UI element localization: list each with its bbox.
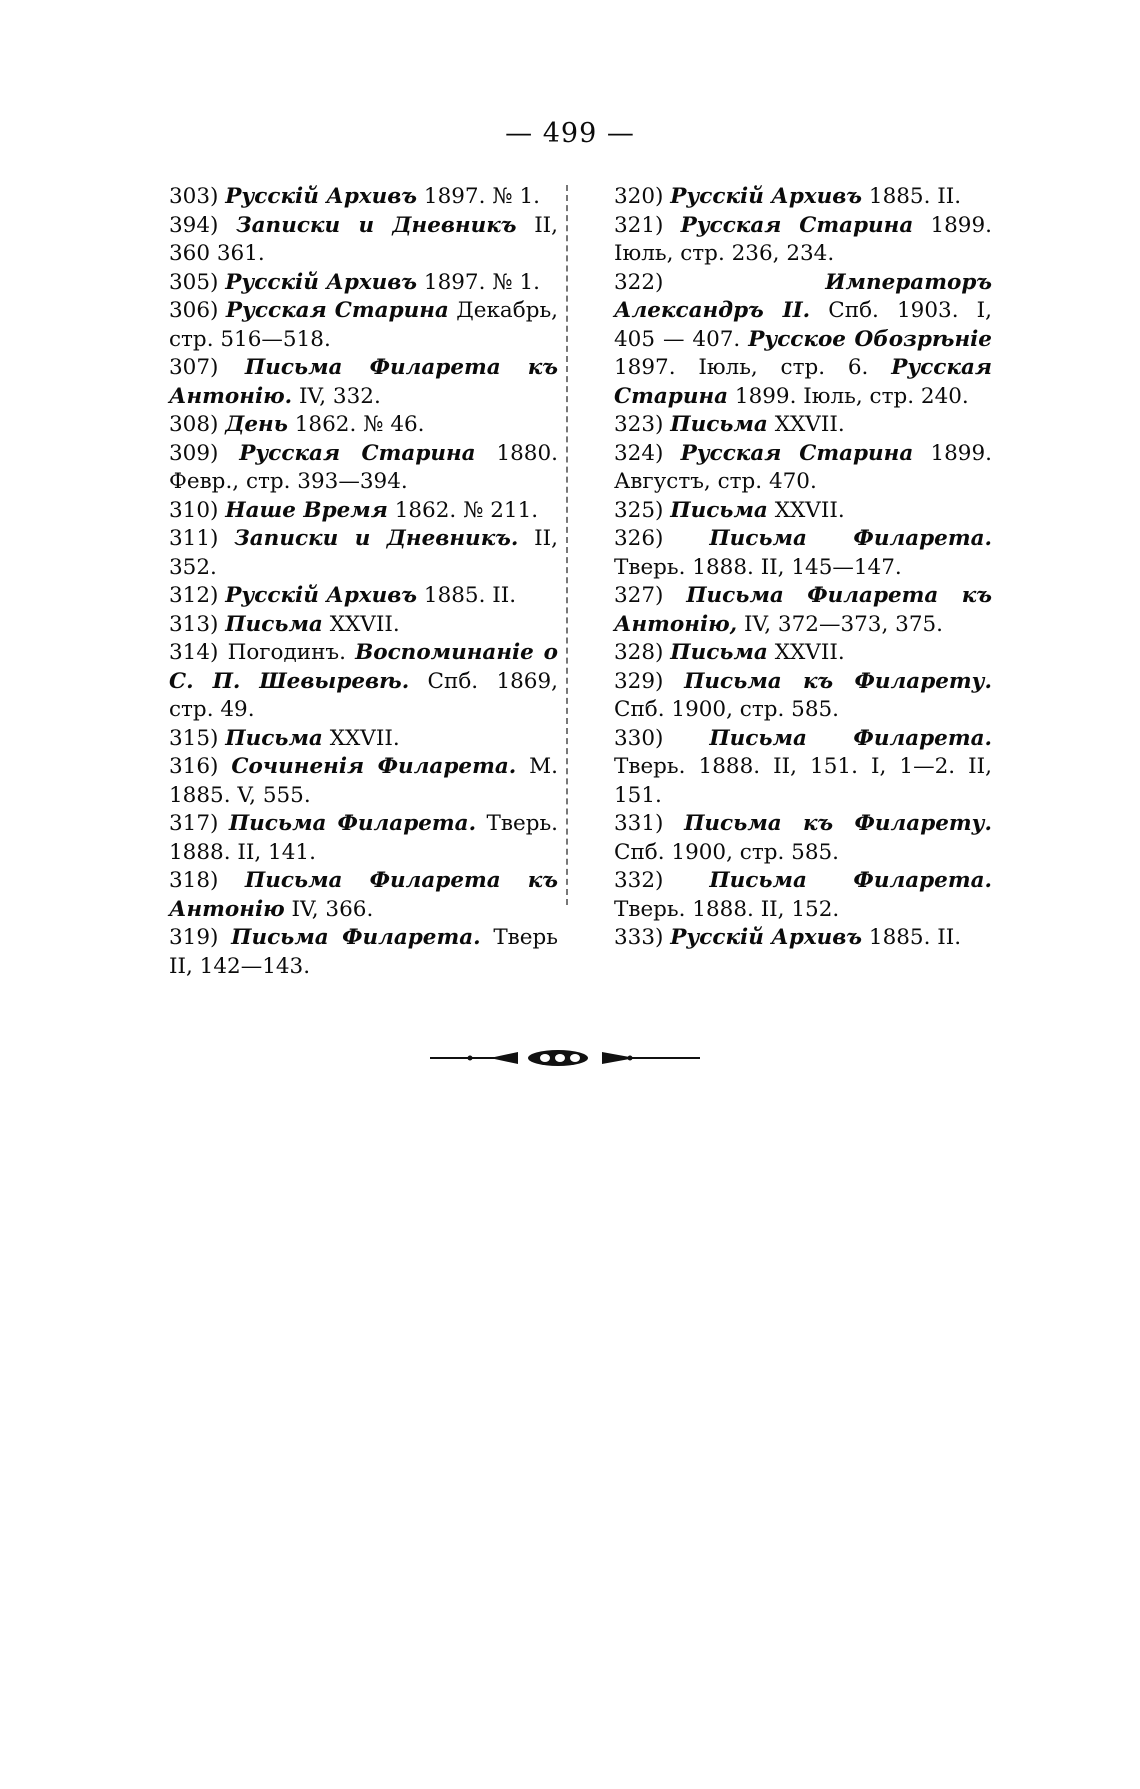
footnote bbox=[133, 183, 558, 212]
footnote bbox=[133, 611, 558, 640]
footnote bbox=[133, 440, 558, 497]
footnote bbox=[578, 440, 992, 497]
footnote-number: 333) bbox=[614, 925, 671, 950]
footnote-reference: Спб. 1903. I, 405 — 407. bbox=[614, 298, 992, 352]
footnote-reference: Тверь. 1888. II, 145—147. bbox=[614, 554, 902, 580]
footnote bbox=[578, 639, 992, 668]
left-notes-column bbox=[133, 183, 558, 981]
footnote-title: Русскій Архивъ bbox=[670, 925, 863, 950]
footnote-reference: Тверь. 1888. II, 152. bbox=[614, 896, 840, 922]
footnote-number: 306) bbox=[169, 298, 226, 323]
footnote bbox=[133, 924, 558, 981]
footnote bbox=[133, 582, 558, 611]
footnote-reference: 1899. Іюль, стр. 236, 234. bbox=[614, 212, 992, 266]
footnote bbox=[133, 354, 558, 411]
footnote-number: 313) bbox=[169, 611, 226, 637]
footnote-number: 303) bbox=[169, 184, 226, 209]
footnote bbox=[578, 525, 992, 582]
footnote-reference: IV, 372—373, 375. bbox=[737, 611, 944, 637]
footnote-number: 319) bbox=[169, 925, 232, 950]
footnote-title: Русская Старина bbox=[680, 440, 914, 466]
column-divider bbox=[566, 185, 568, 905]
footnote bbox=[578, 582, 992, 639]
footnote-reference: Погодинъ. bbox=[227, 640, 356, 665]
footnote-reference: XXVII. bbox=[767, 497, 845, 523]
footnote-number: 326) bbox=[614, 526, 710, 551]
footnote-title: Письма Филарета. bbox=[231, 925, 481, 950]
footnote-number: 321) bbox=[614, 212, 681, 238]
footnote-number: 318) bbox=[169, 868, 245, 893]
footnote-number: 323) bbox=[614, 412, 671, 437]
footnote-reference: XXVII. bbox=[322, 611, 400, 637]
footnote-reference: 1899. Іюль, стр. 240. bbox=[728, 383, 969, 409]
footnote bbox=[133, 867, 558, 924]
footnote-reference: 1880. Февр., стр. 393—394. bbox=[169, 440, 558, 494]
footnote-number: 332) bbox=[614, 868, 710, 893]
footnote-reference: Спб. 1900, стр. 585. bbox=[614, 839, 840, 865]
footnote bbox=[578, 810, 992, 867]
footnote-number: 322) bbox=[614, 269, 826, 295]
footnote-number: 324) bbox=[614, 440, 681, 466]
footnote-reference: М. 1885. V, 555. bbox=[169, 754, 558, 808]
footnote bbox=[133, 525, 558, 582]
footnote-title: Письма Филарета. bbox=[228, 811, 477, 836]
footnote-title: Русскій Архивъ bbox=[670, 184, 863, 209]
footnote-reference: Тверь II, 142—143. bbox=[169, 925, 558, 979]
footnote-reference: 1897. Іюль, стр. 6. bbox=[614, 355, 892, 380]
footnote-number: 314) bbox=[169, 640, 228, 665]
end-ornament bbox=[430, 1046, 700, 1070]
footnote-number: 325) bbox=[614, 497, 671, 523]
footnote bbox=[133, 497, 558, 526]
footnote-title: Сочиненія Филарета. bbox=[231, 754, 517, 779]
footnote-reference: XXVII. bbox=[767, 640, 845, 665]
footnote-reference: 1899. Августъ, стр. 470. bbox=[614, 440, 992, 494]
page-number: — 499 — bbox=[505, 118, 635, 149]
footnote-title: Письма bbox=[670, 640, 768, 665]
right-notes-column bbox=[578, 183, 992, 953]
footnote-reference: XXVII. bbox=[322, 725, 400, 751]
footnote-reference: 1897. № 1. bbox=[417, 269, 540, 295]
footnote-reference: 1885. II. bbox=[862, 184, 962, 209]
footnote-title: Русскій Архивъ bbox=[225, 583, 418, 608]
footnote-number: 394) bbox=[169, 212, 237, 238]
footnote-reference: Тверь. 1888. II, 151. I, 1—2. II, 151. bbox=[614, 754, 992, 808]
footnote-number: 320) bbox=[614, 184, 671, 209]
footnote-number: 327) bbox=[614, 583, 687, 608]
footnote-reference: 1862. № 46. bbox=[287, 412, 425, 437]
footnote-title: Русское Обозрѣніе bbox=[748, 326, 992, 352]
footnote-reference: II, 352. bbox=[169, 526, 558, 580]
footnote bbox=[578, 867, 992, 924]
footnote-number: 329) bbox=[614, 668, 685, 694]
footnote-title: Наше Время bbox=[225, 497, 388, 523]
footnote-title: Записки и Дневникъ. bbox=[234, 526, 519, 551]
footnote-number: 312) bbox=[169, 583, 226, 608]
footnote-reference: XXVII. bbox=[767, 412, 845, 437]
footnote-title: Письма Филарета. bbox=[709, 868, 993, 893]
footnote-number: 308) bbox=[169, 412, 226, 437]
footnote-number: 311) bbox=[169, 526, 235, 551]
footnote-title: Письма bbox=[225, 725, 323, 751]
footnote bbox=[578, 668, 992, 725]
footnote-title: Письма bbox=[670, 497, 768, 523]
footnote-title: Русскій Архивъ bbox=[225, 184, 418, 209]
footnote-number: 309) bbox=[169, 440, 240, 466]
footnote-title: Письма къ Филарету. bbox=[684, 668, 992, 694]
footnote bbox=[133, 810, 558, 867]
footnote-title: Русская Старина bbox=[614, 355, 992, 409]
footnote-title: Записки и Дневникъ bbox=[236, 212, 517, 238]
footnote-reference: Декабрь, стр. 516—518. bbox=[169, 298, 558, 352]
footnote-title: Русская Старина bbox=[239, 440, 476, 466]
footnote bbox=[578, 212, 992, 269]
footnote-title: Письма Филарета къ Антонію bbox=[169, 868, 558, 922]
footnote bbox=[133, 639, 558, 725]
footnote bbox=[133, 269, 558, 298]
footnote-reference: IV, 366. bbox=[284, 896, 374, 922]
footnote bbox=[578, 269, 992, 412]
footnote-title: День bbox=[225, 412, 288, 437]
footnote-title: Императоръ Александръ II. bbox=[614, 269, 992, 323]
footnote-title: Письма къ Филарету. bbox=[684, 811, 992, 836]
footnote-reference: 1885. II. bbox=[417, 583, 517, 608]
footnote-title: Письма bbox=[225, 611, 323, 637]
footnote-number: 307) bbox=[169, 355, 245, 380]
footnote-number: 330) bbox=[614, 725, 710, 751]
footnote-title: Воспоминаніе о С. П. Шевыревѣ. bbox=[169, 640, 558, 694]
footnote bbox=[133, 212, 558, 269]
footnote-number: 316) bbox=[169, 754, 232, 779]
footnote bbox=[133, 725, 558, 754]
footnote-reference: Спб. 1869, стр. 49. bbox=[169, 668, 558, 722]
footnote-title: Русская Старина bbox=[680, 212, 914, 238]
footnote-title: Письма bbox=[670, 412, 768, 437]
footnote-title: Письма Филарета. bbox=[709, 526, 993, 551]
footnote bbox=[133, 753, 558, 810]
footnote bbox=[578, 411, 992, 440]
footnote-title: Письма Филарета. bbox=[709, 725, 993, 751]
footnote bbox=[578, 183, 992, 212]
footnote bbox=[578, 725, 992, 811]
footnote-number: 315) bbox=[169, 725, 226, 751]
footnote-title: Русская Старина bbox=[225, 298, 449, 323]
footnote-reference: Спб. 1900, стр. 585. bbox=[614, 697, 840, 722]
footnote bbox=[133, 411, 558, 440]
footnote-number: 305) bbox=[169, 269, 226, 295]
footnote-number: 310) bbox=[169, 497, 226, 523]
footnote-reference: II, 360 361. bbox=[169, 212, 559, 266]
footnote-reference: 1885. II. bbox=[862, 925, 962, 950]
footnote-number: 317) bbox=[169, 811, 229, 836]
footnote-title: Русскій Архивъ bbox=[225, 269, 418, 295]
footnote bbox=[578, 924, 992, 953]
footnote-reference: 1862. № 211. bbox=[387, 497, 539, 523]
footnote-reference: 1897. № 1. bbox=[417, 184, 540, 209]
footnote bbox=[578, 497, 992, 526]
footnote-title: Письма Филарета къ Антонію, bbox=[614, 583, 992, 637]
footnote-title: Письма Филарета къ Антонію. bbox=[169, 355, 558, 409]
footnote-number: 331) bbox=[614, 811, 685, 836]
footnote-reference: Тверь. 1888. II, 141. bbox=[169, 811, 559, 865]
footnote-number: 328) bbox=[614, 640, 671, 665]
footnote bbox=[133, 297, 558, 354]
footnote-reference: IV, 332. bbox=[292, 383, 381, 409]
